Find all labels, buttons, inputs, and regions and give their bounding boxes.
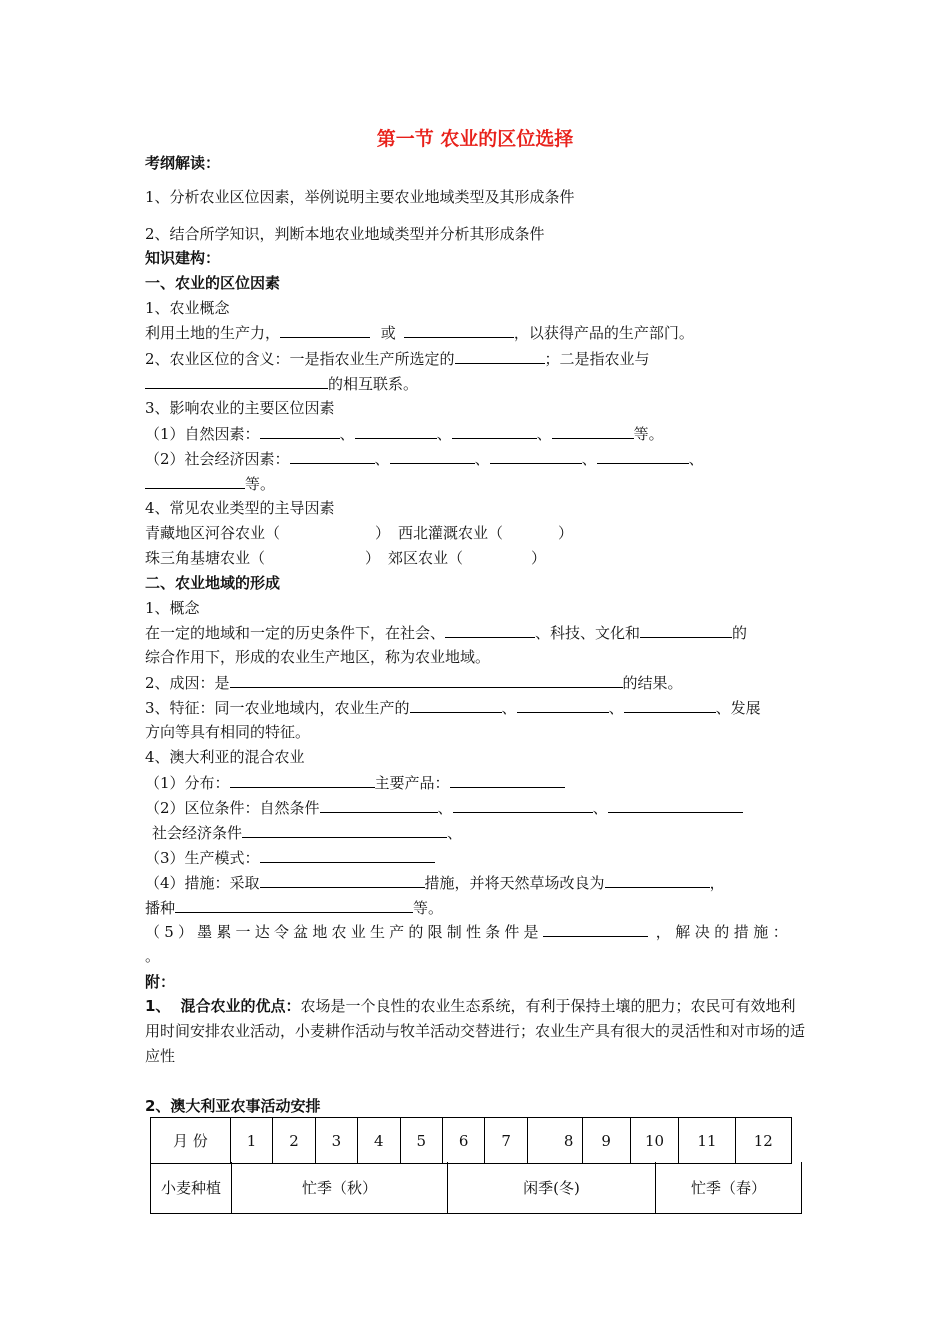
syllabus-item-2: 2、结合所学知识，判断本地农业地域类型并分析其形成条件 (145, 225, 545, 243)
syllabus-heading: 考纲解读： (145, 154, 221, 172)
social-factors: （2）社会经济因素： 、 、 、 、 (145, 450, 704, 468)
month-cell: 3 (315, 1118, 357, 1164)
concept-title: 1、农业概念 (145, 299, 230, 317)
natural-factors: （1）自然因素： 、 、 、 等。 (145, 425, 664, 443)
murray-line: （5）墨累一达令盆地农业生产的限制性条件是 ，解决的措施： (145, 923, 793, 941)
blank[interactable] (145, 373, 328, 389)
types-title: 4、常见农业类型的主导因素 (145, 499, 335, 517)
blank[interactable] (624, 697, 716, 713)
social-cond-line: 社会经济条件 、 (152, 824, 463, 842)
part2-heading: 二、农业地域的形成 (145, 574, 281, 592)
wheat-row-label: 小麦种植 (151, 1162, 232, 1213)
aus-title: 4、澳大利亚的混合农业 (145, 748, 305, 766)
month-cell: 2 (273, 1118, 315, 1164)
blank[interactable] (450, 772, 565, 788)
blank[interactable] (517, 697, 609, 713)
blank[interactable] (552, 423, 634, 439)
blank[interactable] (230, 672, 623, 688)
blank[interactable] (260, 423, 340, 439)
schedule-title: 2、澳大利亚农事活动安排 (145, 1097, 321, 1115)
month-cell: 12 (735, 1118, 791, 1164)
busy-autumn-cell: 忙季（秋） (232, 1162, 448, 1213)
part2-concept-line: 在一定的地域和一定的历史条件下，在社会、 、科技、文化和 的 (145, 624, 748, 642)
blank[interactable] (608, 797, 743, 813)
blank[interactable] (175, 897, 413, 913)
blank[interactable] (490, 448, 582, 464)
blank[interactable] (543, 921, 648, 937)
mode-line: （3）生产模式： (145, 847, 435, 868)
blank[interactable] (260, 872, 425, 888)
blank[interactable] (597, 448, 689, 464)
meaning-line-2: 的相互联系。 (145, 373, 418, 394)
blank[interactable] (260, 847, 435, 863)
month-cell: 8 (527, 1118, 582, 1164)
feature-line: 3、特征：同一农业地域内，农业生产的 、 、 、发展 (145, 699, 761, 717)
feature-line-2: 方向等具有相同的特征。 (145, 723, 311, 741)
blank[interactable] (280, 322, 370, 338)
appendix-heading: 附： (145, 973, 176, 991)
blank[interactable] (390, 448, 475, 464)
blank[interactable] (242, 822, 447, 838)
month-cell: 7 (485, 1118, 527, 1164)
meaning-line: 2、农业区位的含义：一是指农业生产所选定的 ；二是指农业与 (145, 350, 650, 368)
month-cell: 1 (230, 1118, 272, 1164)
part1-heading: 一、农业的区位因素 (145, 274, 281, 292)
month-table (150, 1117, 792, 1164)
types-row-1: 青藏地区河谷农业（ ） 西北灌溉农业（ ） (145, 524, 574, 542)
month-cell: 9 (582, 1118, 630, 1164)
blank[interactable] (320, 797, 438, 813)
knowledge-heading: 知识建构： (145, 249, 221, 267)
blank[interactable] (452, 423, 537, 439)
wheat-row (150, 1162, 802, 1214)
blank[interactable] (410, 697, 502, 713)
measure-line: （4）措施：采取 措施，并将天然草场改良为 ， (145, 874, 725, 892)
month-cell: 4 (358, 1118, 400, 1164)
idle-winter-cell: 闲季(冬) (448, 1162, 656, 1213)
concept-line: 利用土地的生产力， 或 ，以获得产品的生产部门。 (145, 324, 694, 342)
cause-line: 2、成因：是 的结果。 (145, 674, 683, 692)
part2-concept-line-2: 综合作用下，形成的农业生产地区，称为农业地域。 (145, 648, 491, 666)
month-cell: 6 (442, 1118, 484, 1164)
factors-title: 3、影响农业的主要区位因素 (145, 399, 335, 417)
blank[interactable] (230, 772, 375, 788)
sow-line: 播种 等。 (145, 899, 444, 917)
blank[interactable] (145, 473, 245, 489)
month-cell: 10 (630, 1118, 678, 1164)
social-factors-2: 等。 (145, 473, 275, 494)
blank[interactable] (455, 348, 545, 364)
cond-line: （2）区位条件：自然条件 、 、 (145, 797, 743, 818)
murray-period: 。 (145, 947, 161, 965)
blank[interactable] (605, 872, 710, 888)
page-title: 第一节 农业的区位选择 (376, 128, 574, 150)
types-row-2: 珠三角基塘农业（ ） 郊区农业（ ） (145, 549, 547, 567)
blank[interactable] (453, 797, 593, 813)
month-label: 月 份 (151, 1118, 231, 1164)
part2-concept-title: 1、概念 (145, 599, 200, 617)
syllabus-item-1: 1、分析农业区位因素，举例说明主要农业地域类型及其形成条件 (145, 188, 575, 206)
advantages-paragraph: 1、 混合农业的优点：农场是一个良性的农业生态系统，有利于保持土壤的肥力；农民可有效地利用时间安排农业活动，小麦耕作活动与牧羊活动交替进行；农业生产具有很大的灵活性和对市场的适应性 (145, 997, 806, 1065)
dist-line: （1）分布： 主要产品： (145, 772, 565, 793)
blank[interactable] (355, 423, 437, 439)
busy-spring-cell: 忙季（春） (690, 1179, 766, 1197)
month-cell: 5 (400, 1118, 442, 1164)
month-cell: 11 (679, 1118, 735, 1164)
blank[interactable] (640, 622, 732, 638)
blank[interactable] (445, 622, 535, 638)
blank[interactable] (290, 448, 375, 464)
blank[interactable] (404, 322, 514, 338)
